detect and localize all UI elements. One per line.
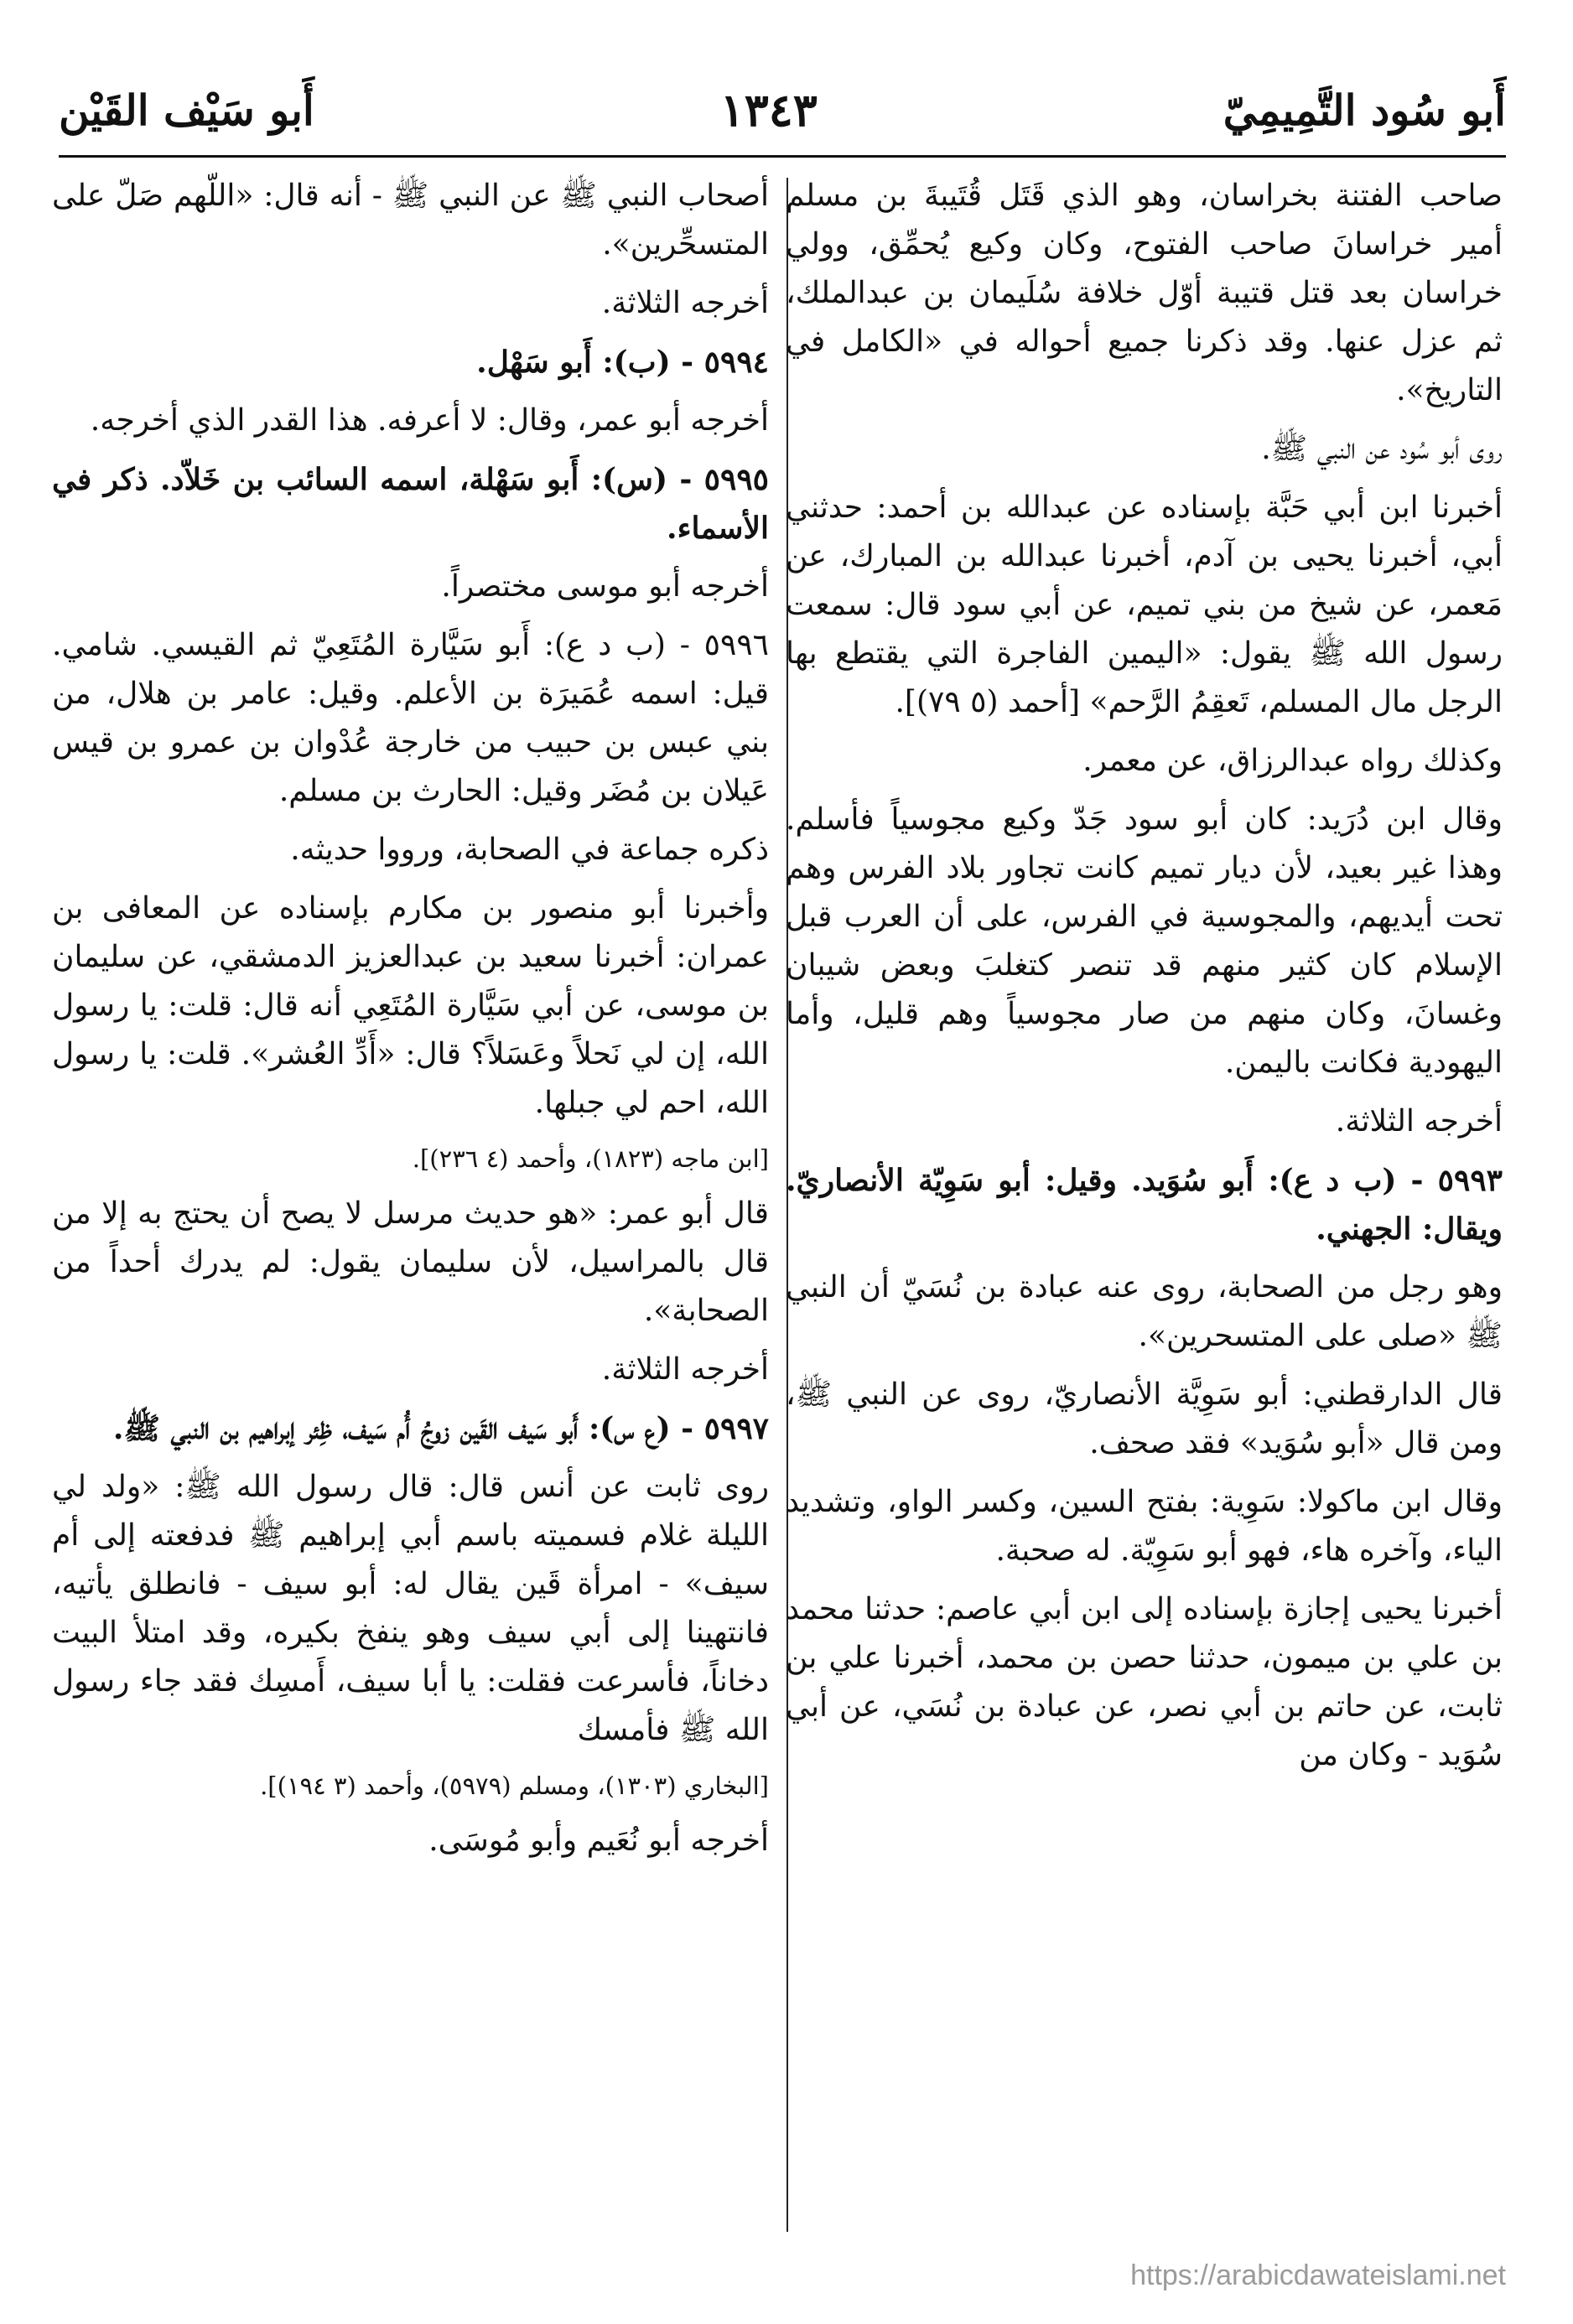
right-column-paragraph: روى أبو سُود عن النبي ﷺ. — [1261, 432, 1503, 466]
left-column-paragraph: أخرجه أبو عمر، وقال: لا أعرفه. هذا القدر الذي أخرجه. — [90, 403, 769, 438]
left-column-paragraph: ٥٩٩٧ - (ع س): أَبو سَيف القَين زوجُ أُم سَيف، ظِئر إبراهيم بن النبي ﷺ. — [112, 1411, 769, 1446]
right-column-paragraph: وقال ابن دُرَيد: كان أبو سود جَدّ وكيع مجوسياً فأسلم. وهذا غير بعيد، لأن ديار تميم كانت تجاور بلاد الفرس وهم تحت أيديهم، والمجوسية في الفرس، على أن العرب قبل الإسلام كان كثير منهم قد تنصر كتغلبَ وبعض شيبان وغسانَ، وكان منهم من صار مجوسياً وهم قليل، وأما اليهودية فكانت باليمن. — [786, 802, 1503, 1080]
left-column-paragraph: ٥٩٩٥ - (س): أَبو سَهْلة، اسمه السائب بن خَلاّد. ذكر في الأسماء. — [52, 462, 769, 546]
left-column-paragraph: أخرجه الثلاثة. — [601, 286, 769, 320]
left-column — [52, 172, 769, 1875]
right-column-paragraph: أخبرنا يحيى إجازة بإسناده إلى ابن أبي عاصم: حدثنا محمد بن علي بن ميمون، حدثنا حصن بن محمد، أخبرنا علي بن ثابت، عن حاتم بن أبي نصر، عن عبادة بن نُسَي، عن أبي سُوَيد - وكان من — [786, 1592, 1503, 1772]
left-column-paragraph: ٥٩٩٦ - (ب د ع): أَبو سَيَّارة المُتَعِيّ ثم القيسي. شامي. قيل: اسمه عُمَيرَة بن الأعلم. وقيل: عامر بن هلال، من بني عبس بن حبيب من خارجة عُدْوان بن عمرو بن قيس عَيلان بن مُضَر وقيل: الحارث بن مسلم. — [52, 628, 769, 808]
page-number: ١٣٤٣ — [719, 83, 818, 137]
header-right-title: أَبو سُود التَّمِيمِيّ — [1223, 85, 1506, 135]
right-column-paragraph: أخرجه الثلاثة. — [1335, 1104, 1503, 1139]
right-column-paragraph: وهو رجل من الصحابة، روى عنه عبادة بن نُسَيّ أن النبي ﷺ «صلى على المتسحرين». — [786, 1270, 1503, 1353]
left-column-paragraph: [ابن ماجه (١٨٢٣)، وأحمد (٤ ٢٣٦)]. — [412, 1144, 769, 1173]
left-column-paragraph: قال أبو عمر: «هو حديث مرسل لا يصح أن يحتج به إلا من قال بالمراسيل، لأن سليمان يقول: لم يدرك أحداً من الصحابة». — [52, 1196, 769, 1328]
left-column-paragraph: أخرجه أبو موسى مختصراً. — [441, 569, 769, 604]
left-column-paragraph: وأخبرنا أبو منصور بن مكارم بإسناده عن المعافى بن عمران: أخبرنا سعيد بن عبدالعزيز الدمشقي، عن سليمان بن موسى، عن أبي سَيَّارة المُتَعِي أنه قال: قلت: يا رسول الله، إن لي نَحلاً وعَسَلاً؟ قال: «أَدِّ العُشر». قلت: يا رسول الله، احم لي جبلها. — [52, 891, 769, 1120]
right-column-paragraph: قال الدارقطني: أبو سَوِيَّة الأنصاريّ، روى عن النبي ﷺ، ومن قال «أبو سُوَيد» فقد صحف. — [786, 1377, 1503, 1460]
running-header — [59, 77, 1506, 143]
right-column-paragraph: أخبرنا ابن أبي حَبَّة بإسناده عن عبدالله بن أحمد: حدثني أبي، أخبرنا يحيى بن آدم، أخبرنا عبدالله بن المبارك، عن مَعمر، عن شيخ من بني تميم، عن أبي سود قال: سمعت رسول الله ﷺ يقول: «اليمين الفاجرة التي يقتطع بها الرجل مال المسلم، تَعقِمُ الرَّحم» [أحمد (٥ ٧٩)]. — [786, 490, 1503, 719]
left-column-paragraph: [البخاري (١٣٠٣)، ومسلم (٥٩٧٩)، وأحمد (٣ ١٩٤)]. — [260, 1772, 769, 1800]
left-column-paragraph: أخرجه أبو نُعَيم وأبو مُوسَى. — [428, 1823, 769, 1858]
header-rule — [59, 155, 1506, 158]
watermark-url: https://arabicdawateislami.net — [1130, 2259, 1506, 2291]
left-column-paragraph: روى ثابت عن أنس قال: قال رسول الله ﷺ: «ولد لي الليلة غلام فسميته باسم أبي إبراهيم ﷺ فدفعته إلى أم سيف» - امرأة قَين يقال له: أبو سيف - فانطلق يأتيه، فانتهينا إلى أبي سيف وهو ينفخ بكيره، وقد امتلأ البيت دخاناً، فأسرعت فقلت: يا أبا سيف، أَمسِك فقد جاء رسول الله ﷺ فأمسك — [52, 1470, 769, 1747]
left-column-paragraph: ٥٩٩٤ - (ب): أَبو سَهْل. — [476, 345, 769, 380]
right-column-paragraph: وقال ابن ماكولا: سَوِية: بفتح السين، وكسر الواو، وتشديد الياء، وآخره هاء، فهو أبو سَوِيّة. له صحبة. — [786, 1485, 1503, 1568]
left-column-paragraph: أخرجه الثلاثة. — [601, 1352, 769, 1387]
header-left-title: أَبو سَيْف القَيْن — [59, 85, 314, 135]
right-column-paragraph: ٥٩٩٣ - (ب د ع): أَبو سُوَيد. وقيل: أبو سَوِيّة الأنصاريّ. ويقال: الجهني. — [786, 1163, 1503, 1247]
right-column-paragraph: وكذلك رواه عبدالرزاق، عن معمر. — [1082, 744, 1503, 778]
right-column-paragraph: صاحب الفتنة بخراسان، وهو الذي قَتَل قُتَيبةَ بن مسلم أمير خراسانَ صاحب الفتوح، وكان وكيع يُحمِّق، وولي خراسان بعد قتل قتيبة أوّل خلافة سُلَيمان بن عبدالملك، ثم عزل عنها. وقد ذكرنا جميع أحواله في «الكامل في التاريخ». — [786, 179, 1503, 407]
left-column-paragraph: أصحاب النبي ﷺ عن النبي ﷺ - أنه قال: «اللّهم صَلّ على المتسحِّرين». — [52, 179, 769, 262]
left-column-paragraph: ذكره جماعة في الصحابة، ورووا حديثه. — [290, 833, 769, 867]
right-column — [786, 172, 1503, 1790]
